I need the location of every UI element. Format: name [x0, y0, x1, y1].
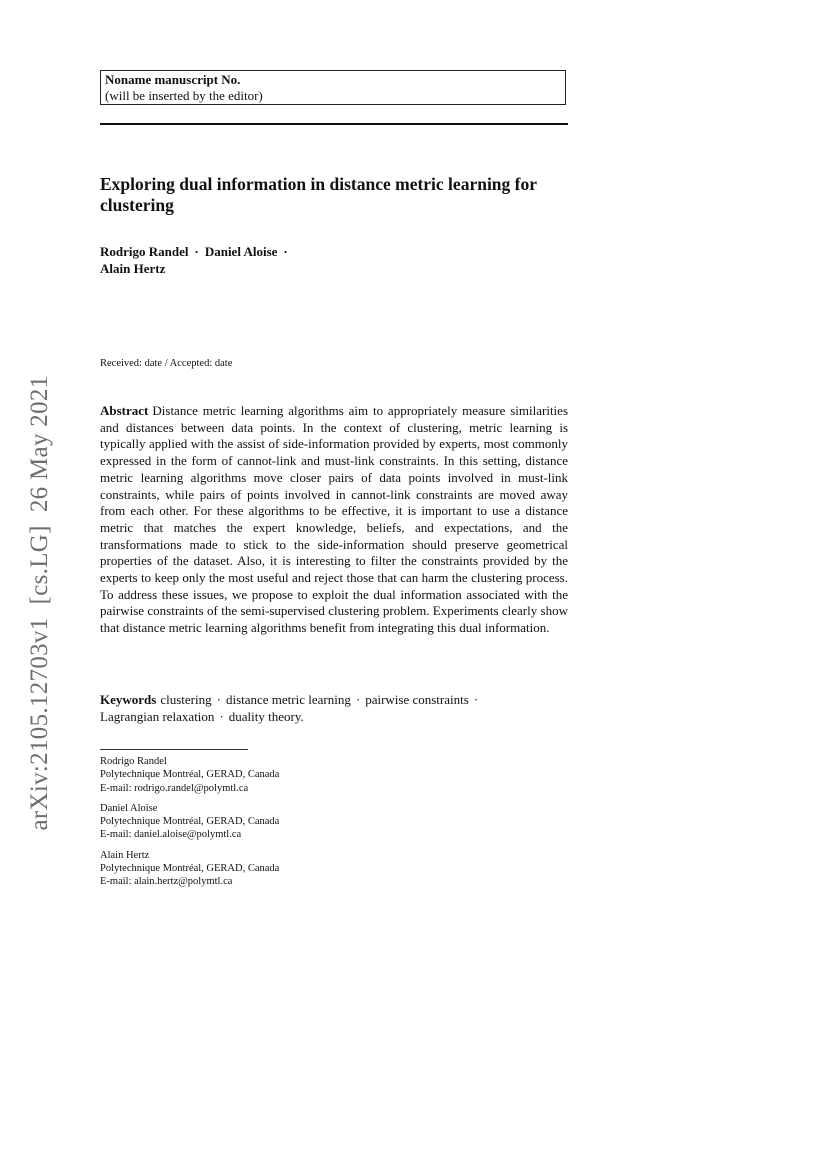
- affiliation-name: Alain Hertz: [100, 849, 150, 861]
- keywords: [100, 692, 568, 725]
- abstract: [100, 403, 568, 637]
- affiliation-entry: [100, 849, 460, 889]
- affiliation-entry: [100, 802, 460, 842]
- header-rule: [100, 123, 568, 125]
- keyword: distance metric learning: [225, 692, 351, 707]
- author-separator: ·: [194, 244, 199, 259]
- keyword-separator: ·: [355, 692, 361, 707]
- affiliation-institution: Polytechnique Montréal, GERAD, Canada: [100, 769, 280, 781]
- author-name: Daniel Aloise: [204, 244, 278, 259]
- abstract-label: Abstract: [100, 403, 149, 418]
- affiliation-entry: [100, 755, 460, 795]
- editor-note: (will be inserted by the editor): [105, 88, 263, 103]
- paper-title: Exploring dual information in distance metric learning for clustering: [100, 174, 537, 215]
- author-name: Alain Hertz: [100, 261, 166, 276]
- keyword-separator: ·: [473, 692, 479, 707]
- keyword: clustering: [160, 692, 212, 707]
- manuscript-label: Noname manuscript No.: [105, 72, 241, 87]
- manuscript-header-box: [100, 70, 566, 105]
- affiliation-institution: Polytechnique Montréal, GERAD, Canada: [100, 863, 280, 875]
- affiliation-name: Daniel Aloise: [100, 802, 158, 814]
- author-separator: ·: [283, 244, 288, 259]
- footnote-rule: [100, 749, 248, 750]
- author-list: [100, 243, 568, 277]
- author-name: Rodrigo Randel: [100, 244, 189, 259]
- affiliation-email: E-mail: alain.hertz@polymtl.ca: [100, 876, 233, 888]
- arxiv-identifier-stamp: arXiv:2105.12703v1 [cs.LG] 26 May 2021: [26, 375, 53, 831]
- affiliation-list: [100, 755, 460, 896]
- keyword: Lagrangian relaxation: [100, 708, 215, 724]
- affiliation-name: Rodrigo Randel: [100, 756, 167, 767]
- keyword: duality theory.: [228, 708, 304, 724]
- keywords-label: Keywords: [100, 692, 157, 707]
- affiliation-email: E-mail: rodrigo.randel@polymtl.ca: [100, 782, 249, 794]
- received-accepted-line: Received: date / Accepted: date: [100, 358, 233, 369]
- abstract-text: Distance metric learning algorithms aim to appropriately measure similarities and distances between data points. In the context of clustering, metric learning is typically applied with the assist of side-information provided by experts, most commonly expressed in the form of cannot-link and must-link constraints. In this setting, distance metric learning algorithms move closer pairs of data points involved in must-link constraints, while pairs of points involved in cannot-link constraints are moved away from each other. For these algorithms to be effective, it is important to use a distance metric that matches the expert knowledge, beliefs, and expectations, and the transformations made to stick to the side-information should preserve geometrical properties of the dataset. Also, it is interesting to filter the constraints provided by the experts to keep only the most useful and reject those that can harm the clustering process. To address these issues, we propose to exploit the dual information associated with the pairwise constraints of the semi-supervised clustering problem. Experiments clearly show that distance metric learning algorithms benefit from integrating this dual information.: [100, 403, 568, 636]
- affiliation-email: E-mail: daniel.aloise@polymtl.ca: [100, 829, 242, 841]
- keyword-separator: ·: [216, 692, 221, 707]
- keyword-separator: ·: [219, 708, 224, 724]
- affiliation-institution: Polytechnique Montréal, GERAD, Canada: [100, 816, 280, 828]
- keyword: pairwise constraints: [365, 692, 469, 707]
